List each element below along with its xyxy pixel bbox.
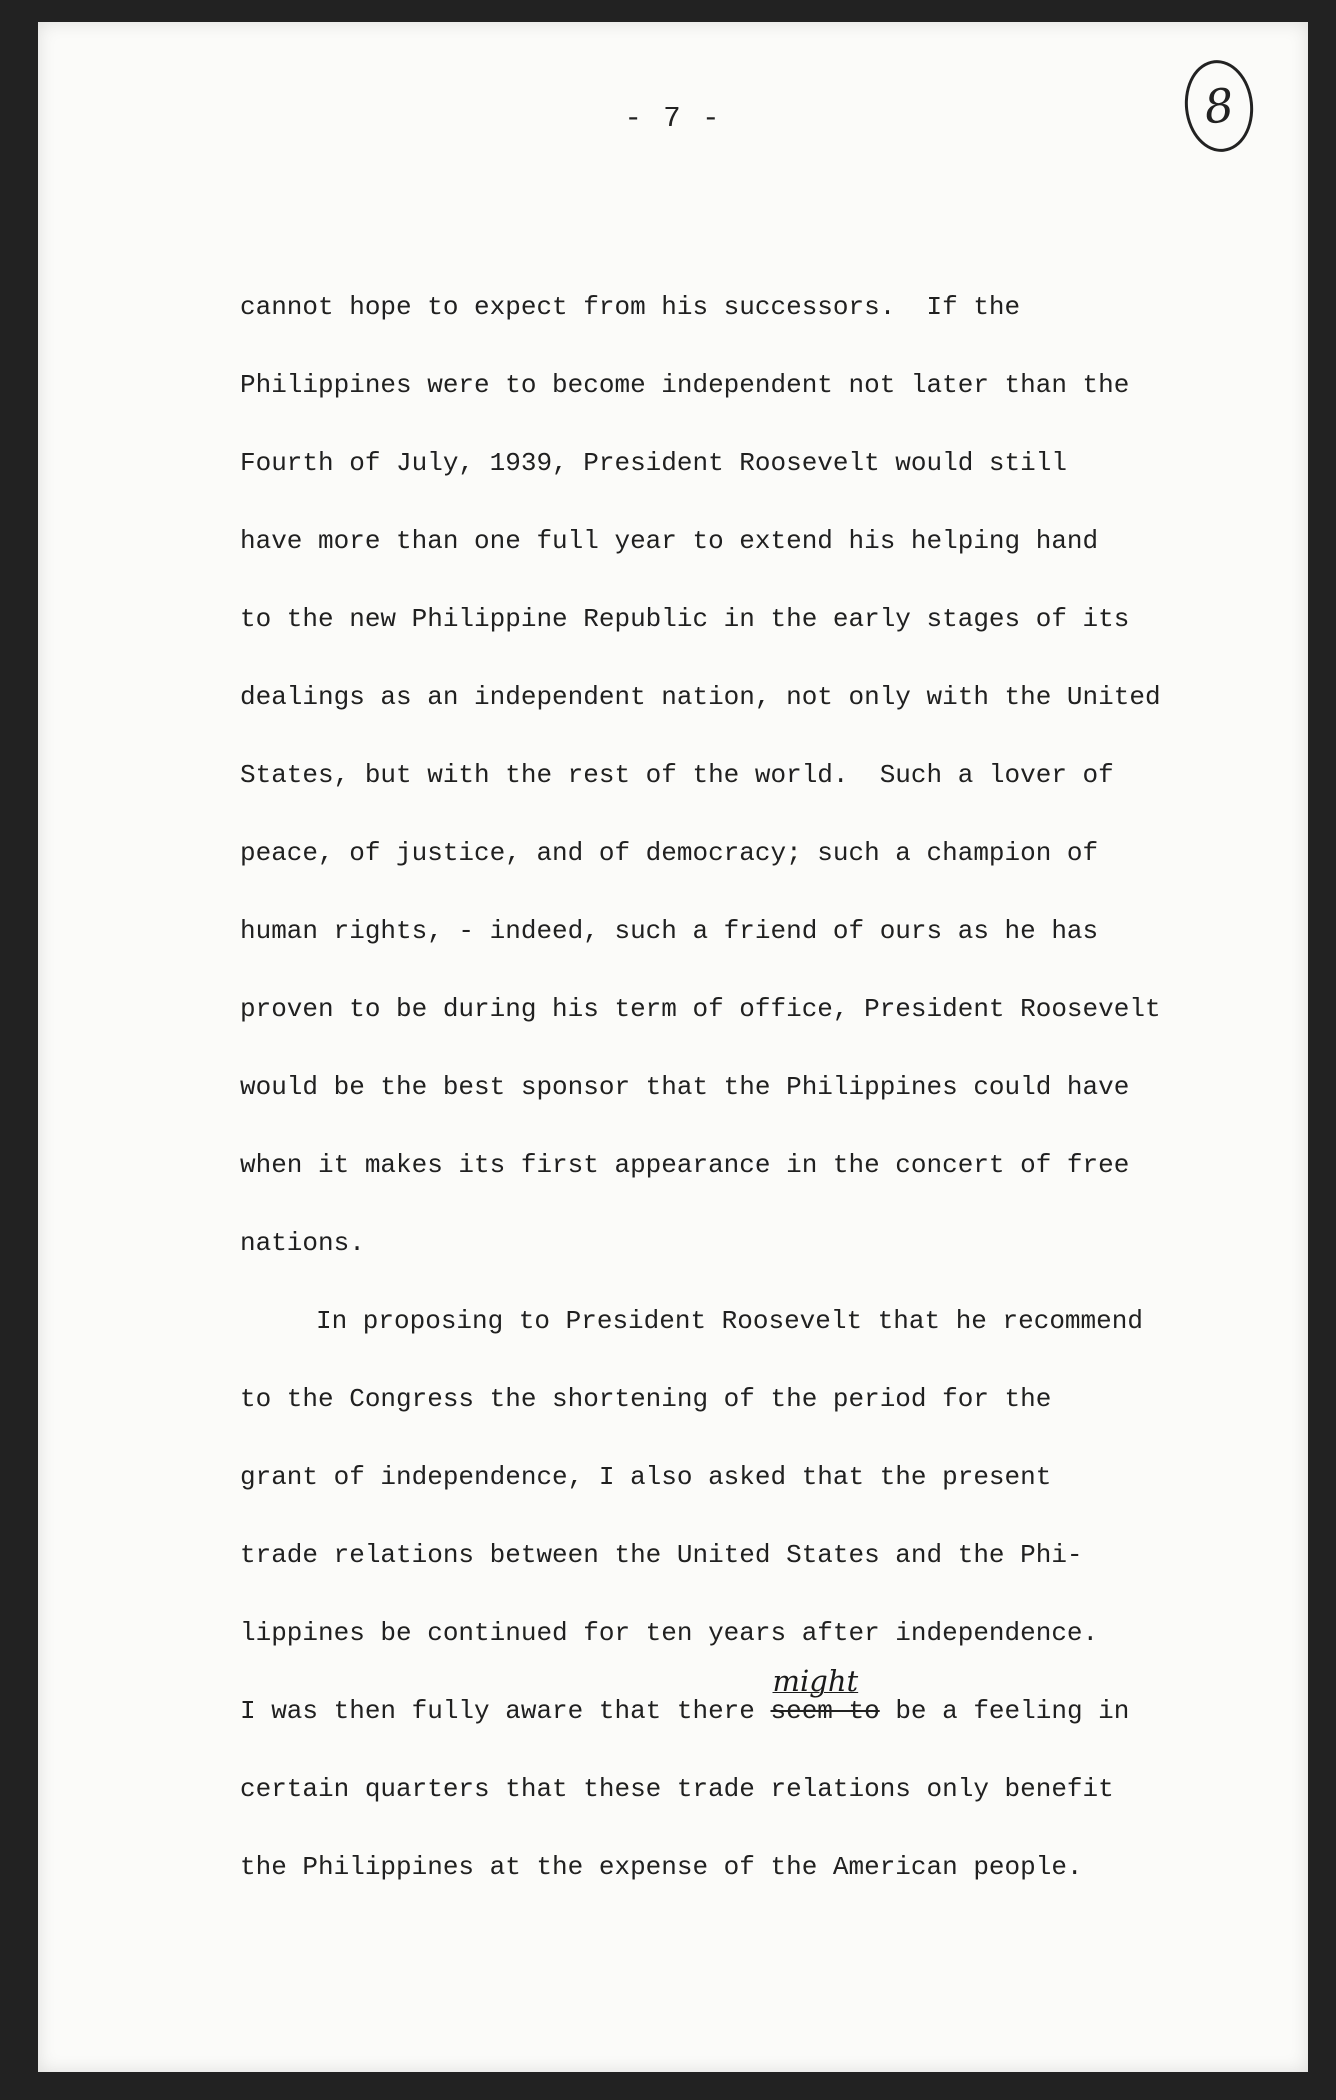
text-line: cannot hope to expect from his successors. If the — [240, 292, 1021, 322]
text-line: have more than one full year to extend his helping hand — [240, 526, 1099, 556]
text-line: to the Congress the shortening of the period for the — [240, 1384, 1052, 1414]
paragraph-2 — [240, 1301, 1220, 1925]
text-line: grant of independence, I also asked that the present — [240, 1462, 1052, 1492]
edited-text-line — [240, 1664, 1220, 1769]
handwritten-folio-number — [1180, 57, 1257, 156]
text-line: dealings as an independent nation, not only with the United — [240, 682, 1161, 712]
folio-number-text: 8 — [1201, 77, 1237, 135]
text-line: to the new Philippine Republic in the early stages of its — [240, 604, 1130, 634]
text-line: when it makes its first appearance in the concert of free — [240, 1150, 1130, 1180]
text-line: certain quarters that these trade relations only benefit — [240, 1774, 1114, 1804]
text-line: In proposing to President Roosevelt that he recommend — [316, 1306, 1143, 1336]
struck-through-text: seem to — [770, 1696, 880, 1726]
document-body — [240, 287, 1220, 1925]
page-number: - 7 - — [624, 102, 722, 135]
text-line: peace, of justice, and of democracy; such a champion of — [240, 838, 1099, 868]
paragraph-1 — [240, 287, 1220, 1301]
text-line: Philippines were to become independent not later than the — [240, 370, 1130, 400]
text-line: States, but with the rest of the world. Such a lover of — [240, 760, 1114, 790]
text-line: the Philippines at the expense of the American people. — [240, 1852, 1083, 1882]
text-line: lippines be continued for ten years after independence. — [240, 1618, 1099, 1648]
text-line: Fourth of July, 1939, President Roosevelt would still — [240, 448, 1067, 478]
text-line: nations. — [240, 1228, 365, 1258]
text-line: proven to be during his term of office, President Roosevelt — [240, 994, 1161, 1024]
text-line: human rights, - indeed, such a friend of ours as he has — [240, 916, 1099, 946]
handwritten-insertion: might — [772, 1664, 859, 1698]
edited-line-after: be a feeling in — [879, 1696, 1130, 1726]
text-line: trade relations between the United States and the Phi- — [240, 1540, 1083, 1570]
edit-correction — [770, 1664, 880, 1731]
edited-line-before: I was then fully aware that there — [240, 1696, 771, 1726]
text-line: would be the best sponsor that the Philippines could have — [240, 1072, 1130, 1102]
